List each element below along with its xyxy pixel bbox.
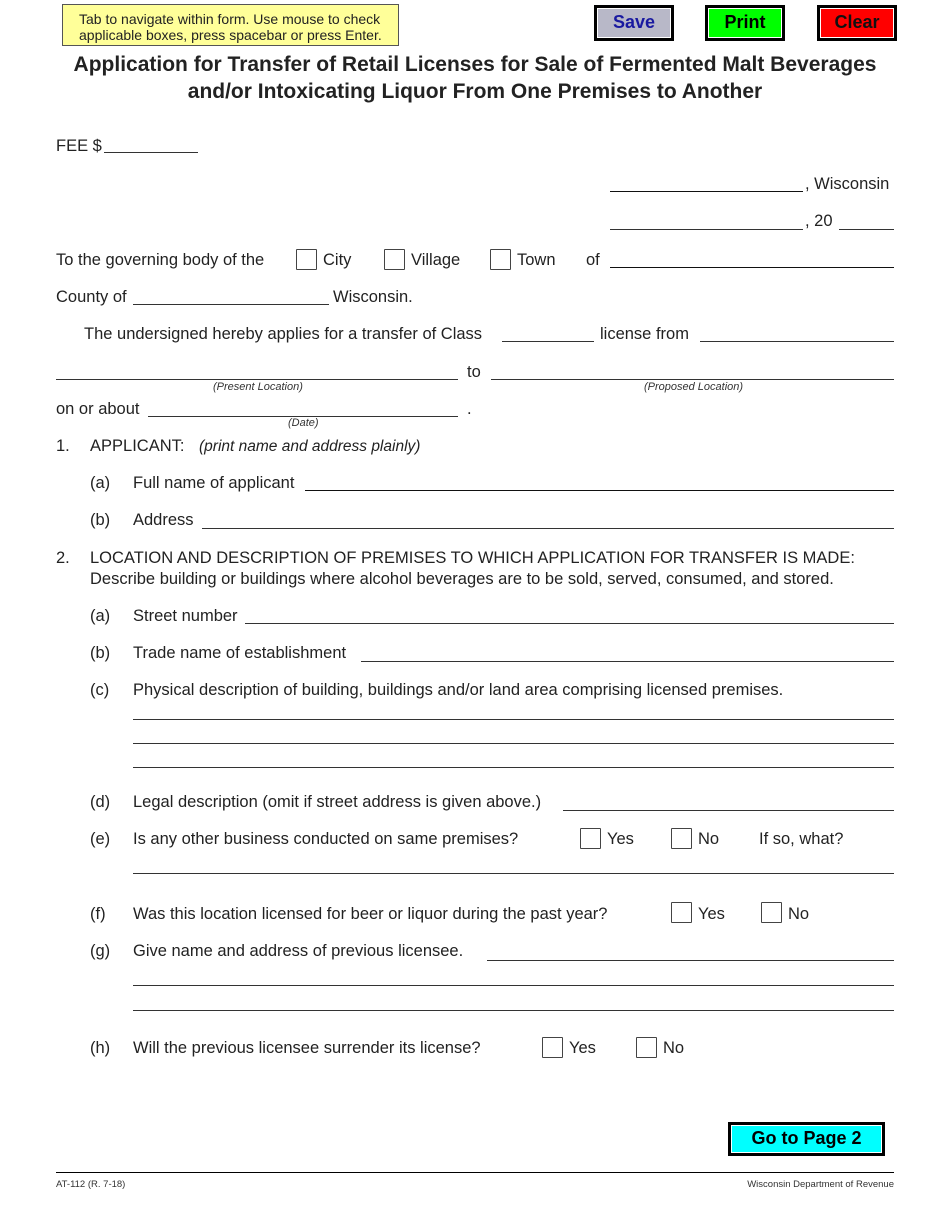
s1-b-label: Address [133, 511, 194, 529]
transfer-text: The undersigned hereby applies for a transfer of Class [84, 325, 483, 343]
s2-d-label: Legal description (omit if street address is given above.) [133, 793, 542, 811]
section2-number: 2. [56, 549, 70, 567]
trade-name-input[interactable] [361, 661, 894, 662]
s2-b-marker: (b) [90, 644, 111, 662]
s2-f-marker: (f) [90, 905, 106, 923]
village-checkbox[interactable] [384, 249, 405, 270]
licensed-past-year-no-checkbox[interactable] [761, 902, 782, 923]
surrender-license-no-checkbox[interactable] [636, 1037, 657, 1058]
other-business-yes-checkbox[interactable] [580, 828, 601, 849]
footer-rule [56, 1172, 894, 1173]
s2-c-label: Physical description of building, buildings and/or land area comprising licensed premises. [133, 681, 784, 699]
department-name: Wisconsin Department of Revenue [747, 1179, 894, 1190]
physical-description-line3[interactable] [133, 767, 894, 768]
previous-licensee-line2[interactable] [133, 985, 894, 986]
proposed-location-caption: (Proposed Location) [644, 381, 744, 393]
wisconsin-label: , Wisconsin [805, 175, 890, 193]
to-label: to [467, 363, 481, 381]
if-so-what-label: If so, what? [759, 830, 844, 848]
year-prefix-label: , 20 [805, 212, 833, 230]
s1-b-marker: (b) [90, 511, 111, 529]
s2-h-label: Will the previous licensee surrender its license? [133, 1039, 481, 1057]
year-input[interactable] [839, 229, 894, 230]
other-business-no-label: No [698, 830, 720, 848]
county-suffix: Wisconsin. [333, 288, 413, 306]
legal-description-input[interactable] [563, 810, 894, 811]
physical-description-line2[interactable] [133, 743, 894, 744]
instructions-note: Tab to navigate within form. Use mouse to check applicable boxes, press spacebar or press Enter. [62, 4, 399, 46]
s2-c-marker: (c) [90, 681, 110, 699]
s2-h-marker: (h) [90, 1039, 111, 1057]
on-or-about-label: on or about [56, 400, 140, 418]
of-label: of [586, 251, 600, 269]
present-location-caption: (Present Location) [213, 381, 303, 393]
fee-label: FEE $ [56, 137, 102, 155]
save-button[interactable]: Save [594, 5, 674, 41]
s2-e-marker: (e) [90, 830, 111, 848]
date-caption: (Date) [288, 417, 319, 429]
s2-e-label: Is any other business conducted on same premises? [133, 830, 519, 848]
s2-f-label: Was this location licensed for beer or liquor during the past year? [133, 905, 608, 923]
other-business-yes-label: Yes [607, 830, 634, 848]
form-title [0, 51, 950, 105]
city-checkbox[interactable] [296, 249, 317, 270]
town-checkbox[interactable] [490, 249, 511, 270]
applicant-address-input[interactable] [202, 528, 894, 529]
previous-licensee-line3[interactable] [133, 1010, 894, 1011]
section2-subheading: Describe building or buildings where alcohol beverages are to be sold, served, consumed, and stored. [90, 570, 834, 588]
print-button[interactable]: Print [705, 5, 785, 41]
present-location-input[interactable] [56, 379, 458, 380]
other-business-no-checkbox[interactable] [671, 828, 692, 849]
village-label: Village [411, 251, 461, 269]
town-label: Town [517, 251, 556, 269]
form-id: AT-112 (R. 7-18) [56, 1179, 126, 1190]
other-business-input[interactable] [133, 873, 894, 874]
license-from-label: license from [600, 325, 689, 343]
section1-note: (print name and address plainly) [199, 438, 421, 455]
s2-a-label: Street number [133, 607, 238, 625]
city-label: City [323, 251, 352, 269]
s1-a-label: Full name of applicant [133, 474, 295, 492]
physical-description-line1[interactable] [133, 719, 894, 720]
governing-body-name-input[interactable] [610, 267, 894, 268]
previous-licensee-line1[interactable] [487, 960, 894, 961]
applicant-name-input[interactable] [305, 490, 894, 491]
go-to-page-2-button[interactable]: Go to Page 2 [728, 1122, 885, 1156]
proposed-location-input[interactable] [491, 379, 894, 380]
surrender-license-yes-label: Yes [569, 1039, 596, 1057]
form-title-line1: Application for Transfer of Retail Licenses for Sale of Fermented Malt Beverages [73, 53, 877, 76]
licensed-past-year-yes-checkbox[interactable] [671, 902, 692, 923]
county-input[interactable] [133, 304, 329, 305]
section1-heading: APPLICANT: [90, 437, 185, 455]
license-from-input[interactable] [700, 341, 894, 342]
fee-input[interactable] [104, 152, 198, 153]
section2-heading: LOCATION AND DESCRIPTION OF PREMISES TO WHICH APPLICATION FOR TRANSFER IS MADE: [90, 549, 855, 567]
municipality-input[interactable] [610, 191, 803, 192]
s1-a-marker: (a) [90, 474, 111, 492]
s2-g-marker: (g) [90, 942, 111, 960]
surrender-license-no-label: No [663, 1039, 685, 1057]
license-class-input[interactable] [502, 341, 594, 342]
clear-button[interactable]: Clear [817, 5, 897, 41]
s2-b-label: Trade name of establishment [133, 644, 347, 662]
section1-number: 1. [56, 437, 70, 455]
s2-g-label: Give name and address of previous licensee. [133, 942, 464, 960]
street-number-input[interactable] [245, 623, 894, 624]
licensed-past-year-yes-label: Yes [698, 905, 725, 923]
licensed-past-year-no-label: No [788, 905, 810, 923]
period-mark: . [467, 400, 472, 418]
date-input[interactable] [610, 229, 803, 230]
surrender-license-yes-checkbox[interactable] [542, 1037, 563, 1058]
s2-d-marker: (d) [90, 793, 111, 811]
form-title-line2: and/or Intoxicating Liquor From One Premises to Another [187, 80, 763, 103]
governing-body-label: To the governing body of the [56, 251, 265, 269]
s2-a-marker: (a) [90, 607, 111, 625]
county-label: County of [56, 288, 127, 306]
